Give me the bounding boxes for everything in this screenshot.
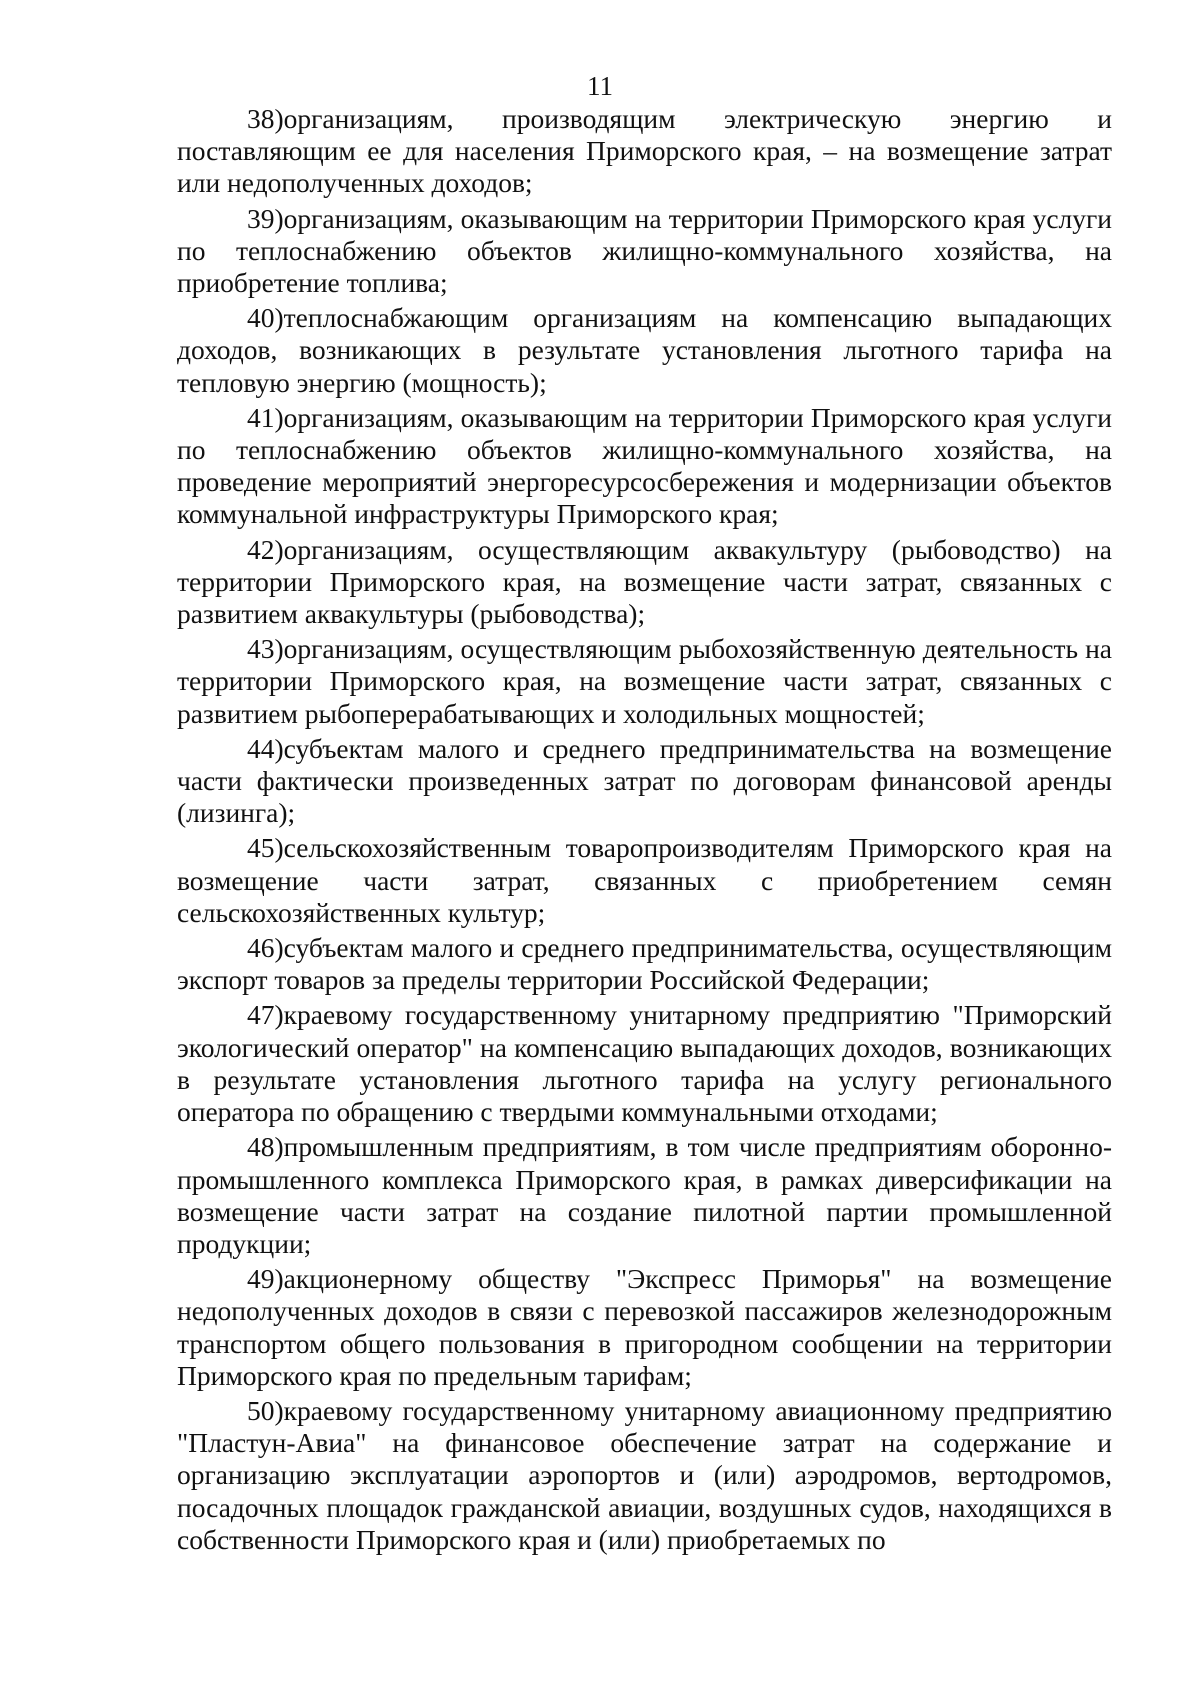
list-item-49: 49)акционерному обществу "Экспресс Приморья" на возмещение недополученных доходов в связи с перевозкой пассажиров железнодорожным транспортом общего пользования в пригородном сообщении на территории Приморского края по предельным тарифам;: [177, 1263, 1112, 1391]
list-item-39: 39)организациям, оказывающим на территории Приморского края услуги по теплоснабжению объектов жилищно-коммунального хозяйства, на приобретение топлива;: [177, 202, 1112, 299]
list-item-50: 50)краевому государственному унитарному авиационному предприятию "Пластун-Авиа" на финансовое обеспечение затрат на содержание и организацию эксплуатации аэропортов и (или) аэродромов, вертодромов, посадочных площадок гражданской авиации, воздушных судов, находящихся в собственности Приморского края и (или) приобретаемых по: [177, 1394, 1112, 1555]
list-item-43: 43)организациям, осуществляющим рыбохозяйственную деятельность на территории Приморского края, на возмещение части затрат, связанных с развитием рыбоперерабатывающих и холодильных мощностей;: [177, 633, 1112, 729]
document-body: [177, 103, 1112, 1559]
page-number: 11: [587, 71, 613, 101]
list-item-47: 47)краевому государственному унитарному предприятию "Приморский экологический оператор" на компенсацию выпадающих доходов, возникающих в результате установления льготного тарифа на услугу регионального оператора по обращению с твердыми коммунальными отходами;: [177, 999, 1112, 1128]
list-item-40: 40)теплоснабжающим организациям на компенсацию выпадающих доходов, возникающих в результате установления льготного тарифа на тепловую энергию (мощность);: [177, 302, 1112, 398]
list-item-44: 44)субъектам малого и среднего предпринимательства на возмещение части фактически произведенных затрат по договорам финансовой аренды (лизинга);: [177, 732, 1112, 829]
list-item-45: 45)сельскохозяйственным товаропроизводителям Приморского края на возмещение части затрат, связанных с приобретением семян сельскохозяйственных культур;: [177, 832, 1112, 928]
list-item-48: 48)промышленным предприятиям, в том числе предприятиям оборонно-промышленного комплекса Приморского края, в рамках диверсификации на возмещение части затрат на создание пилотной партии промышленной продукции;: [177, 1131, 1112, 1259]
list-item-38: 38)организациям, производящим электрическую энергию и поставляющим ее для населения Приморского края, – на возмещение затрат или недополученных доходов;: [177, 103, 1112, 199]
list-item-42: 42)организациям, осуществляющим аквакультуру (рыбоводство) на территории Приморского края, на возмещение части затрат, связанных с развитием аквакультуры (рыбоводства);: [177, 533, 1112, 630]
list-item-41: 41)организациям, оказывающим на территории Приморского края услуги по теплоснабжению объектов жилищно-коммунального хозяйства, на проведение мероприятий энергоресурсосбережения и модернизации объектов коммунальной инфраструктуры Приморского края;: [177, 401, 1112, 530]
list-item-46: 46)субъектам малого и среднего предпринимательства, осуществляющим экспорт товаров за пределы территории Российской Федерации;: [177, 932, 1112, 996]
